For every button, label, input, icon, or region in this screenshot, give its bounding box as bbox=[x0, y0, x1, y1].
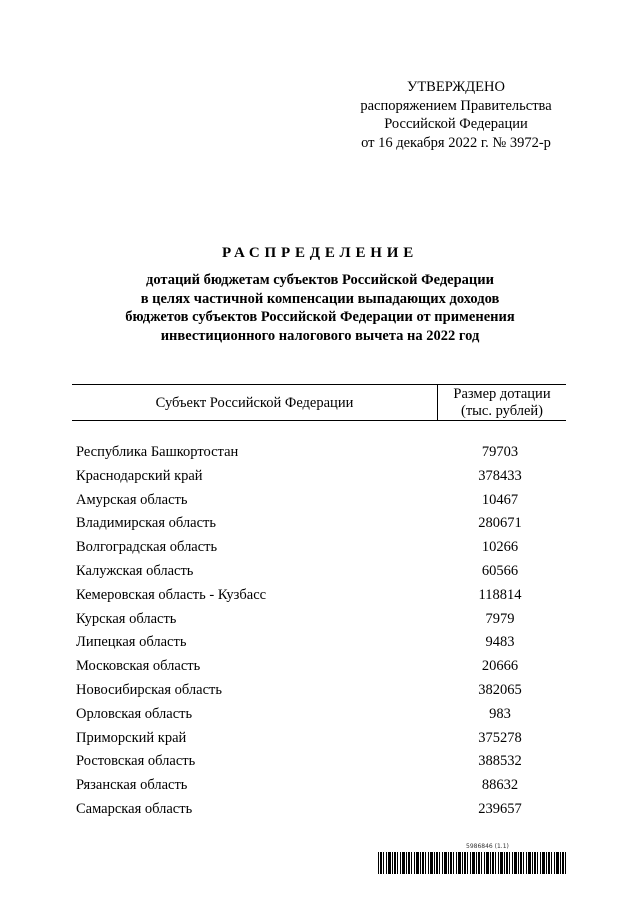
header-amount-line2: (тыс. рублей) bbox=[461, 403, 543, 419]
table-header-bottom-border bbox=[72, 420, 566, 421]
subtitle-line: в целях частичной компенсации выпадающих доходов bbox=[140, 290, 500, 307]
table-row bbox=[0, 706, 640, 730]
row-subject: Курская область bbox=[76, 610, 177, 627]
table-row bbox=[0, 587, 640, 611]
table-row bbox=[0, 682, 640, 706]
table-top-border bbox=[72, 384, 566, 385]
row-amount: 280671 bbox=[478, 515, 522, 532]
approval-authority-country: Российской Федерации bbox=[384, 116, 528, 132]
row-subject: Рязанская область bbox=[76, 777, 188, 794]
row-subject: Липецкая область bbox=[76, 634, 187, 651]
approval-date-number: от 16 декабря 2022 г. № 3972-р bbox=[361, 134, 551, 151]
document-title: РАСПРЕДЕЛЕНИЕ bbox=[221, 245, 419, 261]
header-amount-line1: Размер дотации bbox=[453, 386, 551, 402]
row-subject: Самарская область bbox=[76, 800, 193, 817]
row-amount: 375278 bbox=[478, 729, 522, 746]
header-amount bbox=[438, 386, 566, 420]
table-row bbox=[0, 801, 640, 825]
barcode-icon bbox=[378, 852, 568, 874]
subtitle-line: инвестиционного налогового вычета на 2022 год bbox=[160, 327, 480, 344]
row-amount: 378433 bbox=[478, 467, 522, 484]
table-row bbox=[0, 730, 640, 754]
table-row bbox=[0, 515, 640, 539]
table-row bbox=[0, 468, 640, 492]
row-subject: Московская область bbox=[76, 658, 201, 675]
row-amount: 9483 bbox=[485, 634, 515, 651]
row-amount: 10266 bbox=[481, 539, 519, 556]
row-amount: 79703 bbox=[481, 444, 519, 460]
row-amount: 983 bbox=[489, 705, 511, 722]
table-row bbox=[0, 492, 640, 516]
table-body bbox=[0, 444, 640, 825]
table-row bbox=[0, 658, 640, 682]
barcode-label: 5986846 (1.1) bbox=[466, 843, 509, 850]
row-amount: 382065 bbox=[478, 681, 522, 698]
row-subject: Республика Башкортостан bbox=[76, 444, 239, 460]
row-subject: Новосибирская область bbox=[76, 681, 222, 698]
table-row bbox=[0, 777, 640, 801]
header-subject: Субъект Российской Федерации bbox=[155, 395, 354, 411]
row-amount: 388532 bbox=[478, 753, 522, 770]
row-subject: Амурская область bbox=[76, 491, 188, 508]
row-amount: 20666 bbox=[481, 658, 519, 675]
row-amount: 7979 bbox=[485, 610, 515, 627]
row-subject: Краснодарский край bbox=[76, 467, 203, 484]
table-row bbox=[0, 634, 640, 658]
row-subject: Ростовская область bbox=[76, 753, 196, 770]
row-subject: Кемеровская область - Кузбасс bbox=[76, 586, 267, 603]
table-row bbox=[0, 444, 640, 468]
row-subject: Волгоградская область bbox=[76, 539, 218, 556]
table-row bbox=[0, 563, 640, 587]
subtitle-line: бюджетов субъектов Российской Федерации от применения bbox=[125, 309, 515, 325]
row-amount: 88632 bbox=[481, 777, 519, 794]
row-subject: Калужская область bbox=[76, 562, 194, 579]
row-amount: 10467 bbox=[481, 491, 519, 508]
row-subject: Приморский край bbox=[76, 729, 187, 746]
approval-heading: УТВЕРЖДЕНО bbox=[407, 79, 505, 95]
table-row bbox=[0, 611, 640, 635]
row-amount: 60566 bbox=[481, 562, 519, 579]
row-amount: 239657 bbox=[478, 800, 522, 817]
approval-authority: распоряжением Правительства bbox=[360, 97, 552, 114]
row-subject: Орловская область bbox=[76, 705, 193, 722]
approval-block bbox=[340, 78, 572, 152]
row-amount: 118814 bbox=[478, 586, 522, 603]
document-subtitle bbox=[90, 271, 550, 345]
row-subject: Владимирская область bbox=[76, 515, 216, 532]
subtitle-line: дотаций бюджетам субъектов Российской Федерации bbox=[146, 272, 494, 288]
table-row bbox=[0, 539, 640, 563]
table-row bbox=[0, 753, 640, 777]
